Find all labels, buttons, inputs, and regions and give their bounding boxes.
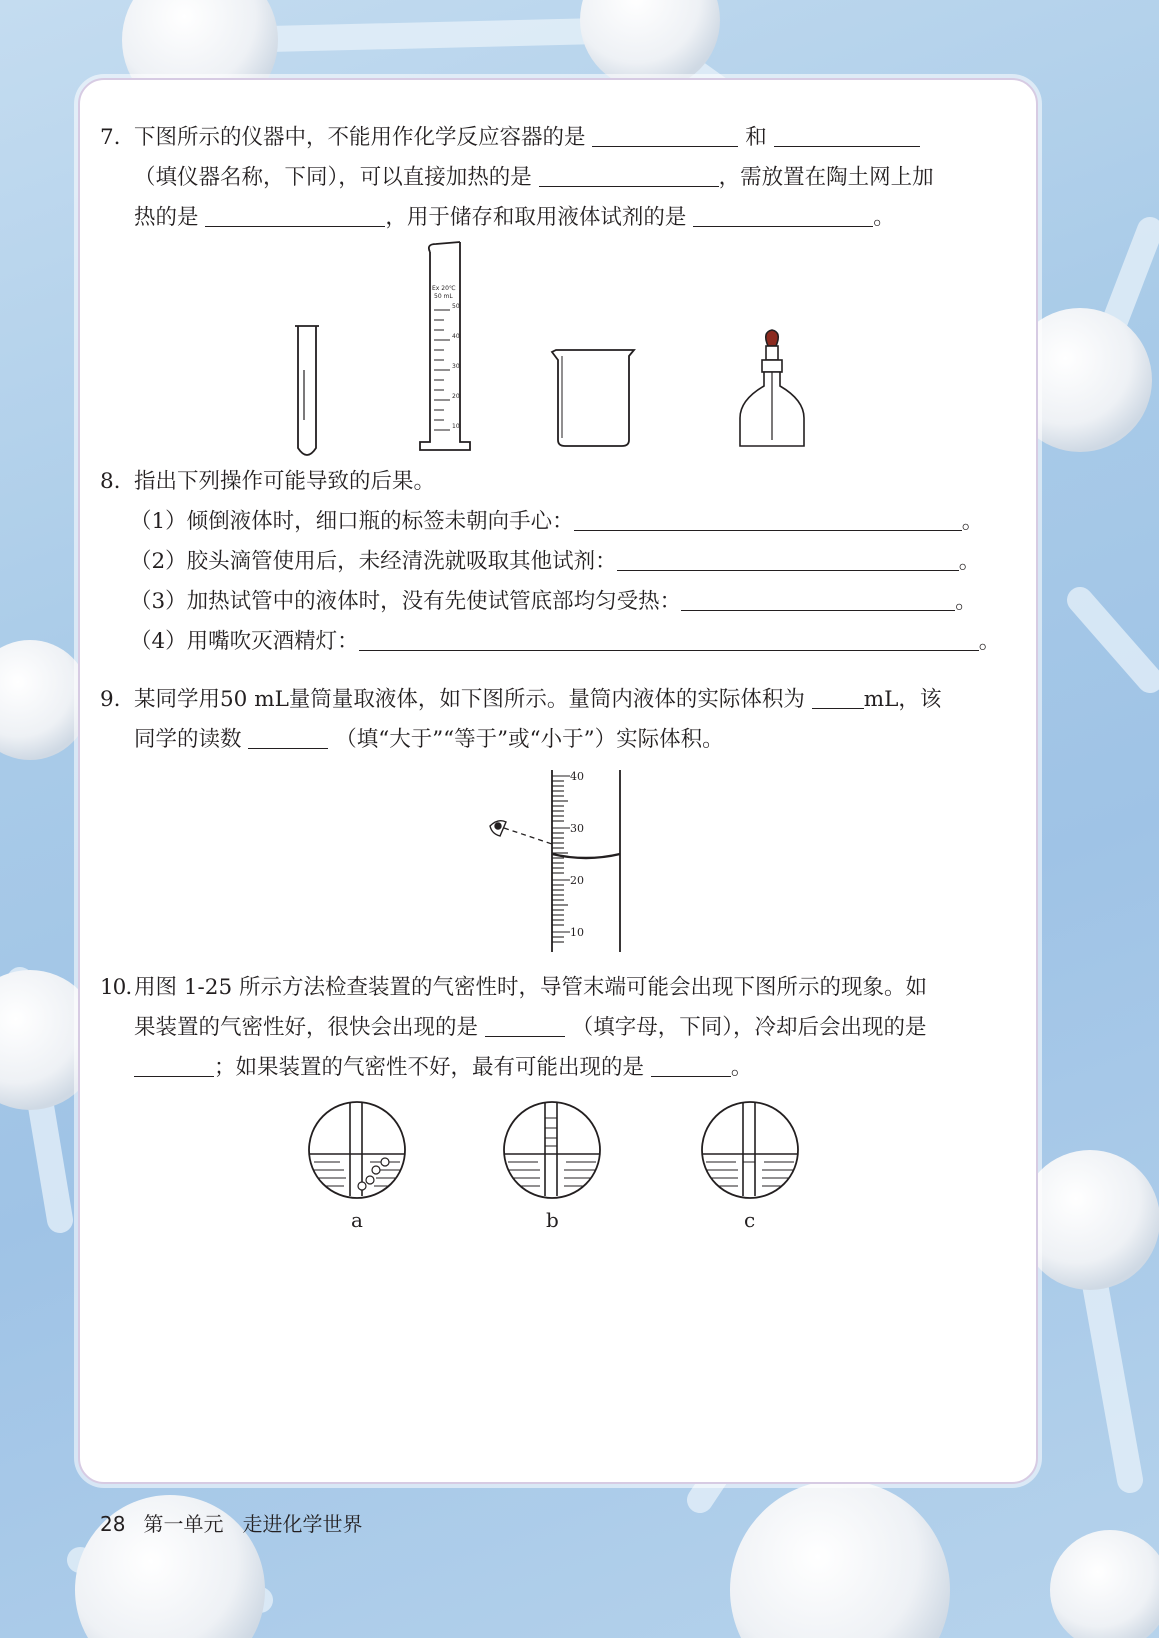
apparatus-figure bbox=[270, 240, 830, 470]
eye-icon bbox=[490, 821, 506, 836]
cylinder-tick-label: 50 bbox=[452, 303, 460, 310]
answer-blank[interactable] bbox=[574, 506, 962, 531]
diagram-b bbox=[500, 1102, 605, 1198]
cylinder-label: 50 mL bbox=[434, 293, 453, 300]
question-number: 9. bbox=[100, 687, 121, 712]
answer-blank[interactable] bbox=[681, 586, 955, 611]
question-7: 7. 下图所示的仪器中，不能用作化学反应容器的是 和 （填仪器名称，下同），可以直接加热的是 ，需放置在陶土网上加 热的是 ，用于储存和取用液体试剂的是 。 bbox=[100, 118, 1010, 238]
cylinder-tick-label: 10 bbox=[452, 423, 460, 430]
answer-blank[interactable] bbox=[592, 122, 738, 147]
question-number: 7. bbox=[100, 125, 121, 150]
cylinder-tick-label: 20 bbox=[452, 393, 460, 400]
test-tube-icon bbox=[295, 326, 319, 455]
cylinder-reading-figure bbox=[480, 766, 640, 956]
cylinder-tick-label: 30 bbox=[452, 363, 460, 370]
airtightness-figure bbox=[300, 1096, 820, 1236]
answer-blank[interactable] bbox=[812, 684, 864, 709]
answer-blank[interactable] bbox=[693, 202, 873, 227]
unit-label: 第一单元 bbox=[143, 1512, 224, 1536]
graduated-cylinder-icon bbox=[420, 242, 470, 450]
meniscus bbox=[552, 854, 620, 858]
answer-blank[interactable] bbox=[205, 202, 385, 227]
cylinder-label: Ex 20℃ bbox=[432, 285, 456, 292]
answer-blank[interactable] bbox=[134, 1052, 214, 1077]
scale-label: 40 bbox=[570, 770, 584, 783]
unit-title: 走进化学世界 bbox=[242, 1512, 363, 1536]
page-number: 28 bbox=[100, 1512, 126, 1536]
answer-blank[interactable] bbox=[359, 626, 979, 651]
diagram-label: a bbox=[351, 1208, 363, 1232]
answer-blank[interactable] bbox=[774, 122, 920, 147]
answer-blank[interactable] bbox=[485, 1012, 565, 1037]
scale-label: 30 bbox=[570, 822, 584, 835]
question-10: 10. 用图 1-25 所示方法检查装置的气密性时，导管末端可能会出现下图所示的现象。如 果装置的气密性好，很快会出现的是 （填字母，下同），冷却后会出现的是 ；如果装置的气密性不好，最有可能出现的是 。 bbox=[100, 968, 1010, 1088]
diagram-label: b bbox=[546, 1208, 559, 1232]
answer-blank[interactable] bbox=[248, 724, 328, 749]
answer-blank[interactable] bbox=[539, 162, 719, 187]
page-footer bbox=[100, 1508, 363, 1537]
sub-question: （1）倾倒液体时，细口瓶的标签未朝向手心： bbox=[130, 509, 574, 534]
sub-question: （2）胶头滴管使用后，未经清洗就吸取其他试剂： bbox=[130, 549, 617, 574]
beaker-icon bbox=[552, 350, 634, 446]
diagram-c bbox=[698, 1102, 803, 1198]
answer-blank[interactable] bbox=[651, 1052, 731, 1077]
question-9: 9. 某同学用50 mL量筒量取液体，如下图所示。量筒内液体的实际体积为 mL，该 同学的读数 （填“大于”“等于”或“小于”）实际体积。 bbox=[100, 680, 1010, 760]
sub-question: （3）加热试管中的液体时，没有先使试管底部均匀受热： bbox=[130, 589, 682, 614]
scale-label: 20 bbox=[570, 874, 584, 887]
sight-line bbox=[504, 828, 552, 844]
question-number: 8. bbox=[100, 469, 121, 494]
dropper-bottle-icon bbox=[740, 330, 804, 446]
scale-label: 10 bbox=[570, 926, 584, 939]
question-8: 8. 指出下列操作可能导致的后果。 （1）倾倒液体时，细口瓶的标签未朝向手心： 。 （2）胶头滴管使用后，未经清洗就吸取其他试剂： 。 （3）加热试管中的液体时，没有先使试管底部均匀受热： 。 （4）用嘴吹灭酒精灯： 。 bbox=[100, 462, 1010, 662]
sub-question: （4）用嘴吹灭酒精灯： bbox=[130, 629, 359, 654]
cylinder-tick-label: 40 bbox=[452, 333, 460, 340]
diagram-a bbox=[305, 1102, 410, 1198]
question-number: 10. bbox=[100, 975, 132, 1000]
diagram-label: c bbox=[744, 1208, 756, 1232]
answer-blank[interactable] bbox=[617, 546, 959, 571]
